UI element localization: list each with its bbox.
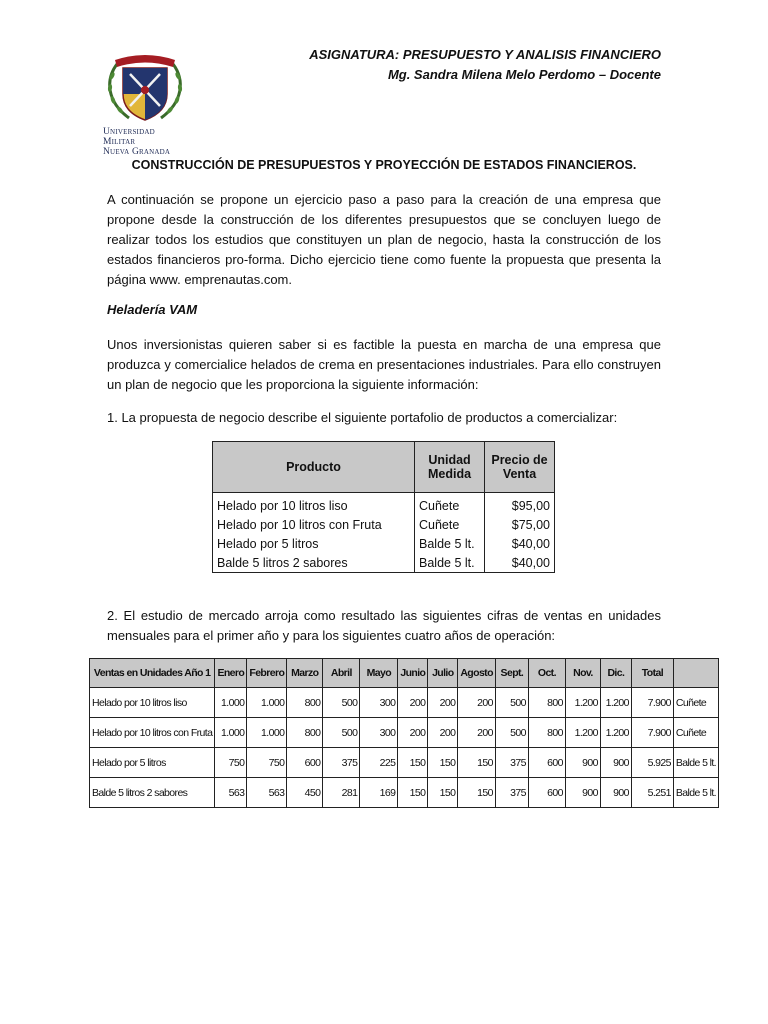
sales-value: 5.925 [631,748,673,778]
product-price: $95,00 [485,493,555,516]
sales-value: 1.200 [565,688,600,718]
sales-value: 200 [428,718,458,748]
column-header: Agosto [458,659,496,688]
product-price: $75,00 [485,515,555,534]
sales-value: 600 [528,748,565,778]
university-name-line1: Universidad Militar [103,127,155,147]
sales-value: 900 [565,748,600,778]
sales-value: 225 [360,748,398,778]
sales-value: 150 [458,748,496,778]
subject-line: ASIGNATURA: PRESUPUESTO Y ANALISIS FINANCIERO [309,47,661,62]
university-name-line2: Nueva Granada [103,147,171,157]
sales-value: 900 [565,778,600,808]
sales-value: 150 [458,778,496,808]
column-header: Dic. [600,659,631,688]
table-row [90,688,719,718]
column-header: Marzo [287,659,323,688]
university-crest-icon [103,50,187,124]
sales-value: 1.000 [247,718,287,748]
sales-value: 1.200 [600,688,631,718]
sales-value: 800 [287,718,323,748]
products-header-row [213,442,555,493]
sales-value: 1.000 [215,718,247,748]
sales-value: 150 [428,748,458,778]
teacher-line: Mg. Sandra Milena Melo Perdomo – Docente [387,67,661,82]
document-title: CONSTRUCCIÓN DE PRESUPUESTOS Y PROYECCIÓN DE ESTADOS FINANCIEROS. [131,158,637,172]
column-header: Julio [428,659,458,688]
sales-value: 150 [398,748,428,778]
point-2-text: 2. El estudio de mercado arroja como resultado las siguientes cifras de ventas en unidades mensuales para el primer año y para los siguientes cuatro años de operación: [107,608,661,643]
sales-value: 150 [428,778,458,808]
intro-paragraph: A continuación se propone un ejercicio paso a paso para la creación de una empresa que propone desde la construcción de los diferentes presupuestos que se concluyen luego de realizar todos los estudios que constituyen un plan de negocio, hasta la construcción de los estados financieros pro-forma. Dicho ejercicio tiene como fuente la propuesta que presenta la página www. emprenautas.com. [107,192,661,287]
unit-cell: Cuñete [673,688,718,718]
university-logo [103,50,187,157]
product-unit: Cuñete [415,493,485,516]
sales-value: 200 [458,688,496,718]
column-header: Sept. [495,659,528,688]
sales-header-row [90,659,719,688]
product-name: Helado por 10 litros con Fruta [213,515,415,534]
document-header [309,45,661,85]
sales-value: 750 [247,748,287,778]
table-row [90,778,719,808]
sales-value: 375 [495,778,528,808]
unit-cell: Balde 5 lt. [673,748,718,778]
sales-value: 900 [600,778,631,808]
unit-cell: Balde 5 lt. [673,778,718,808]
table-row [213,493,555,516]
sales-value: 600 [528,778,565,808]
sales-value: 500 [495,718,528,748]
column-header: Unidad Medida [415,442,485,493]
sales-value: 375 [323,748,360,778]
sales-value: 800 [528,688,565,718]
table-row [90,748,719,778]
sales-value: 7.900 [631,718,673,748]
sales-value: 281 [323,778,360,808]
column-header: Enero [215,659,247,688]
sales-value: 800 [287,688,323,718]
sales-value: 750 [215,748,247,778]
product-name: Helado por 5 litros [213,534,415,553]
product-name: Helado por 10 litros liso [213,493,415,516]
unit-cell: Cuñete [673,718,718,748]
sales-value: 200 [398,688,428,718]
column-header: Total [631,659,673,688]
sales-value: 1.000 [247,688,287,718]
column-header: Producto [213,442,415,493]
column-header [673,659,718,688]
sales-value: 7.900 [631,688,673,718]
university-name [103,127,187,157]
sales-value: 563 [215,778,247,808]
sales-value: 450 [287,778,323,808]
column-header: Mayo [360,659,398,688]
product-unit: Balde 5 lt. [415,553,485,573]
sales-value: 900 [600,748,631,778]
table-row [90,718,719,748]
product-name: Helado por 10 litros liso [90,688,215,718]
case-paragraph: Unos inversionistas quieren saber si es factible la puesta en marcha de una empresa que produzca y comercialice helados de crema en presentaciones industriales. Para ello construyen un plan de negocio que les proporciona la siguiente información: [107,337,661,392]
point-1-text: 1. La propuesta de negocio describe el siguiente portafolio de productos a comercializar: [107,410,618,425]
product-name: Helado por 10 litros con Fruta [90,718,215,748]
column-header: Precio de Venta [485,442,555,493]
column-header: Junio [398,659,428,688]
sales-value: 150 [398,778,428,808]
product-name: Balde 5 litros 2 sabores [213,553,415,573]
sales-value: 200 [428,688,458,718]
sales-value: 600 [287,748,323,778]
sales-value: 563 [247,778,287,808]
product-unit: Balde 5 lt. [415,534,485,553]
sales-value: 1.000 [215,688,247,718]
sales-value: 169 [360,778,398,808]
column-header: Nov. [565,659,600,688]
case-title: Heladería VAM [107,302,198,317]
sales-value: 300 [360,718,398,748]
table-row [213,515,555,534]
product-price: $40,00 [485,534,555,553]
sales-value: 500 [323,718,360,748]
column-header: Ventas en Unidades Año 1 [90,659,215,688]
product-name: Helado por 5 litros [90,748,215,778]
sales-value: 1.200 [600,718,631,748]
sales-value: 375 [495,748,528,778]
table-row [213,553,555,573]
sales-value: 300 [360,688,398,718]
table-row [213,534,555,553]
sales-value: 200 [398,718,428,748]
sales-value: 800 [528,718,565,748]
column-header: Febrero [247,659,287,688]
products-table [212,441,555,573]
column-header: Abril [323,659,360,688]
product-unit: Cuñete [415,515,485,534]
sales-table [89,658,719,808]
column-header: Oct. [528,659,565,688]
sales-value: 500 [323,688,360,718]
product-price: $40,00 [485,553,555,573]
sales-value: 500 [495,688,528,718]
sales-value: 1.200 [565,718,600,748]
product-name: Balde 5 litros 2 sabores [90,778,215,808]
sales-value: 5.251 [631,778,673,808]
sales-value: 200 [458,718,496,748]
